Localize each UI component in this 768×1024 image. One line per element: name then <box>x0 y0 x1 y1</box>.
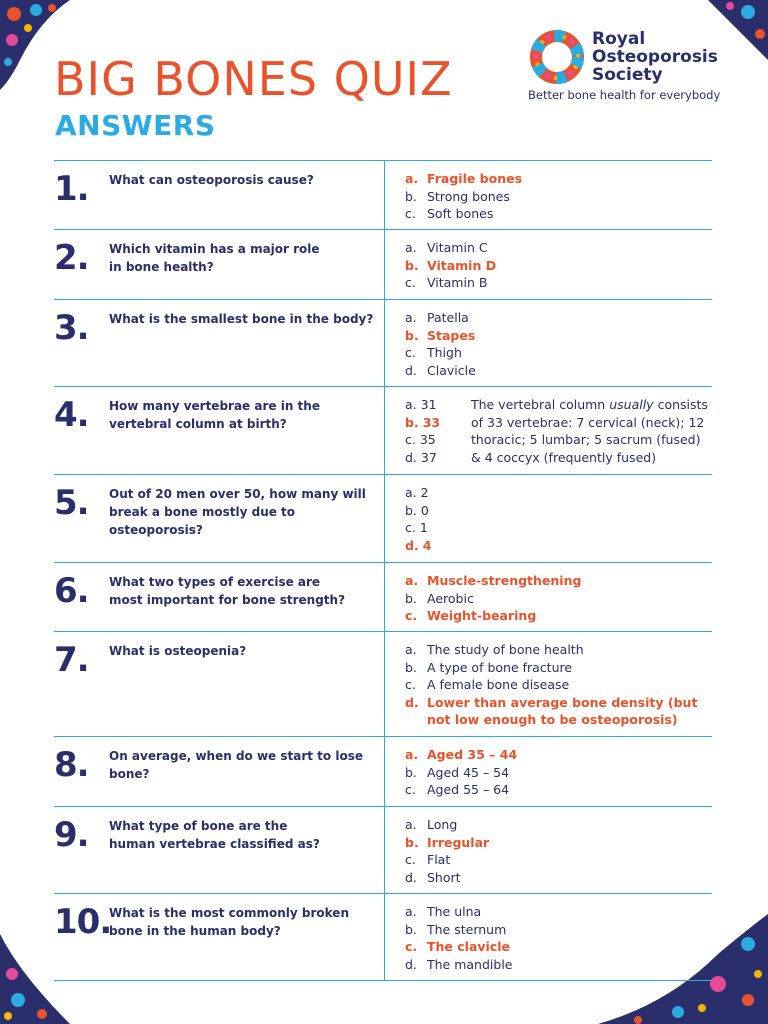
answer-options <box>385 475 712 562</box>
answer-option: b. A type of bone fracture <box>405 659 573 675</box>
answer-options <box>385 632 712 736</box>
question-text: Out of 20 men over 50, how many will break a bone mostly due to osteoporosis? <box>109 487 366 537</box>
logo-ring-icon <box>528 28 586 86</box>
answer-option: a. Aged 35 – 44 <box>405 747 518 762</box>
answer-option: b. Vitamin D <box>405 257 497 273</box>
answer-option: a. Muscle-strengthening <box>405 573 582 588</box>
question-text: On average, when do we start to lose bone? <box>109 749 363 781</box>
answer-option: c. Thigh <box>405 345 462 360</box>
answer-option: b. Irregular <box>405 834 490 850</box>
answer-option: b. Stapes <box>405 327 476 343</box>
answer-option: d. The mandible <box>405 956 513 972</box>
answer-option: b. Aerobic <box>405 590 474 606</box>
page-subtitle: ANSWERS <box>55 109 216 142</box>
question-row <box>54 161 712 230</box>
answer-option: d. Lower than average bone density (but not low enough to be osteoporosis) <box>405 694 698 727</box>
logo-tagline: Better bone health for everybody <box>528 88 721 102</box>
answer-option: d. Clavicle <box>405 362 476 378</box>
question-row <box>54 563 712 632</box>
answer-options <box>385 300 712 386</box>
answer-option: d. 4 <box>405 537 432 553</box>
answer-option: b. 33 <box>405 414 441 430</box>
answer-option: a. Vitamin C <box>405 240 488 255</box>
question-row <box>54 807 712 894</box>
answer-option: d. Short <box>405 869 461 885</box>
answer-option: a. Fragile bones <box>405 171 523 186</box>
logo <box>528 28 728 108</box>
question-row <box>54 230 712 300</box>
answer-option: a. 2 <box>405 485 429 500</box>
answer-options <box>385 737 712 806</box>
answer-option: b. 0 <box>405 502 429 518</box>
answer-options <box>385 387 712 474</box>
answer-option: a. Patella <box>405 310 469 325</box>
answer-options <box>385 230 712 299</box>
question-number: 2. <box>54 238 89 278</box>
quiz-table <box>54 160 712 981</box>
answer-options <box>385 563 712 631</box>
question-number: 1. <box>54 169 89 209</box>
answer-option: a. 31 <box>405 397 437 412</box>
answer-option: b. Aged 45 – 54 <box>405 764 510 780</box>
answer-option: c. 1 <box>405 520 428 535</box>
answer-options <box>385 894 712 980</box>
question-number: 4. <box>54 395 89 435</box>
page-title: BIG BONES QUIZ <box>54 52 453 106</box>
question-row <box>54 387 712 475</box>
question-text: Which vitamin has a major role in bone health? <box>109 242 320 274</box>
question-text: What two types of exercise are most important for bone strength? <box>109 575 346 607</box>
question-number: 8. <box>54 745 89 785</box>
answer-option: c. Weight-bearing <box>405 608 537 623</box>
answer-option: c. 35 <box>405 432 436 447</box>
question-text: How many vertebrae are in the vertebral column at birth? <box>109 399 320 431</box>
question-text: What is the smallest bone in the body? <box>109 312 374 326</box>
question-text: What is osteopenia? <box>109 644 247 658</box>
answer-option: b. Strong bones <box>405 188 510 204</box>
answer-option: a. The ulna <box>405 904 482 919</box>
question-row <box>54 894 712 981</box>
answer-option: a. Long <box>405 817 458 832</box>
question-number: 7. <box>54 640 89 680</box>
logo-name: Royal Osteoporosis Society <box>592 29 718 85</box>
question-number: 6. <box>54 571 89 611</box>
question-text: What can osteoporosis cause? <box>109 173 314 187</box>
answer-options <box>385 161 712 229</box>
question-number: 9. <box>54 815 89 855</box>
question-text: What type of bone are the human vertebrae classified as? <box>109 819 320 851</box>
answer-explanation: The vertebral column usually consists of 33 vertebrae: 7 cervical (neck); 12 thoracic; 5 lumbar; 5 sacrum (fused) & 4 coccyx (frequently fused) <box>471 397 708 465</box>
answer-option: b. The sternum <box>405 921 507 937</box>
answer-option: c. Flat <box>405 852 451 867</box>
answer-option: c. Vitamin B <box>405 275 488 290</box>
answer-option: c. Soft bones <box>405 206 494 221</box>
question-row <box>54 632 712 737</box>
question-row <box>54 300 712 387</box>
question-text: What is the most commonly broken bone in the human body? <box>109 906 349 938</box>
answer-options <box>385 807 712 893</box>
question-row <box>54 475 712 563</box>
answer-option: c. Aged 55 – 64 <box>405 782 510 797</box>
question-number: 5. <box>54 483 89 523</box>
answer-option: c. A female bone disease <box>405 677 570 692</box>
answer-option: c. The clavicle <box>405 939 510 954</box>
question-number: 3. <box>54 308 89 348</box>
answer-option: a. The study of bone health <box>405 642 584 657</box>
question-number: 10. <box>54 902 112 942</box>
question-row <box>54 737 712 807</box>
answer-option: d. 37 <box>405 449 437 465</box>
